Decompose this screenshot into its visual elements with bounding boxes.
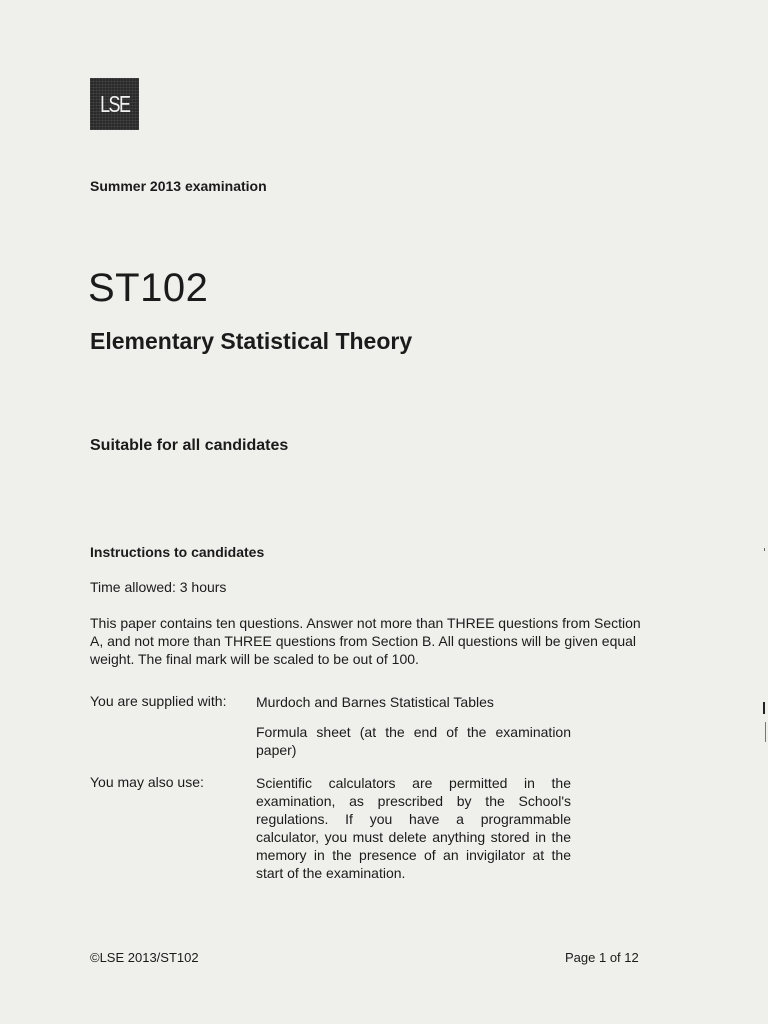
suitability-note: Suitable for all candidates	[90, 437, 289, 454]
course-code: ST102	[88, 266, 209, 310]
course-title: Elementary Statistical Theory	[90, 328, 413, 354]
lse-logo	[90, 78, 139, 130]
supplied-item-tables: Murdoch and Barnes Statistical Tables	[256, 694, 494, 710]
exam-session: Summer 2013 examination	[90, 178, 267, 194]
instructions-heading: Instructions to candidates	[90, 544, 265, 560]
may-use-label: You may also use:	[90, 774, 204, 790]
scan-mark	[765, 722, 766, 742]
scan-mark	[764, 548, 765, 551]
supplied-item-formula-sheet: Formula sheet (at the end of the examination paper)	[256, 724, 571, 758]
scan-mark	[763, 702, 765, 714]
copyright-footer: ©LSE 2013/ST102	[90, 950, 199, 965]
may-use-text: Scientific calculators are permitted in the examination, as prescribed by the School's regulations. If you have a programmable calculator, you must delete anything stored in the memory in the presence of an invigilator at the start of the examination.	[256, 775, 571, 881]
supplied-label: You are supplied with:	[90, 693, 227, 709]
page-number: Page 1 of 12	[565, 950, 639, 965]
time-allowed: Time allowed: 3 hours	[90, 579, 227, 595]
lse-logo-text: LSE	[99, 90, 130, 117]
instructions-paragraph: This paper contains ten questions. Answer not more than THREE questions from Section A, and not more than THREE questions from Section B. All questions will be given equal weight. The final mark will be scaled to be out of 100.	[90, 615, 641, 667]
